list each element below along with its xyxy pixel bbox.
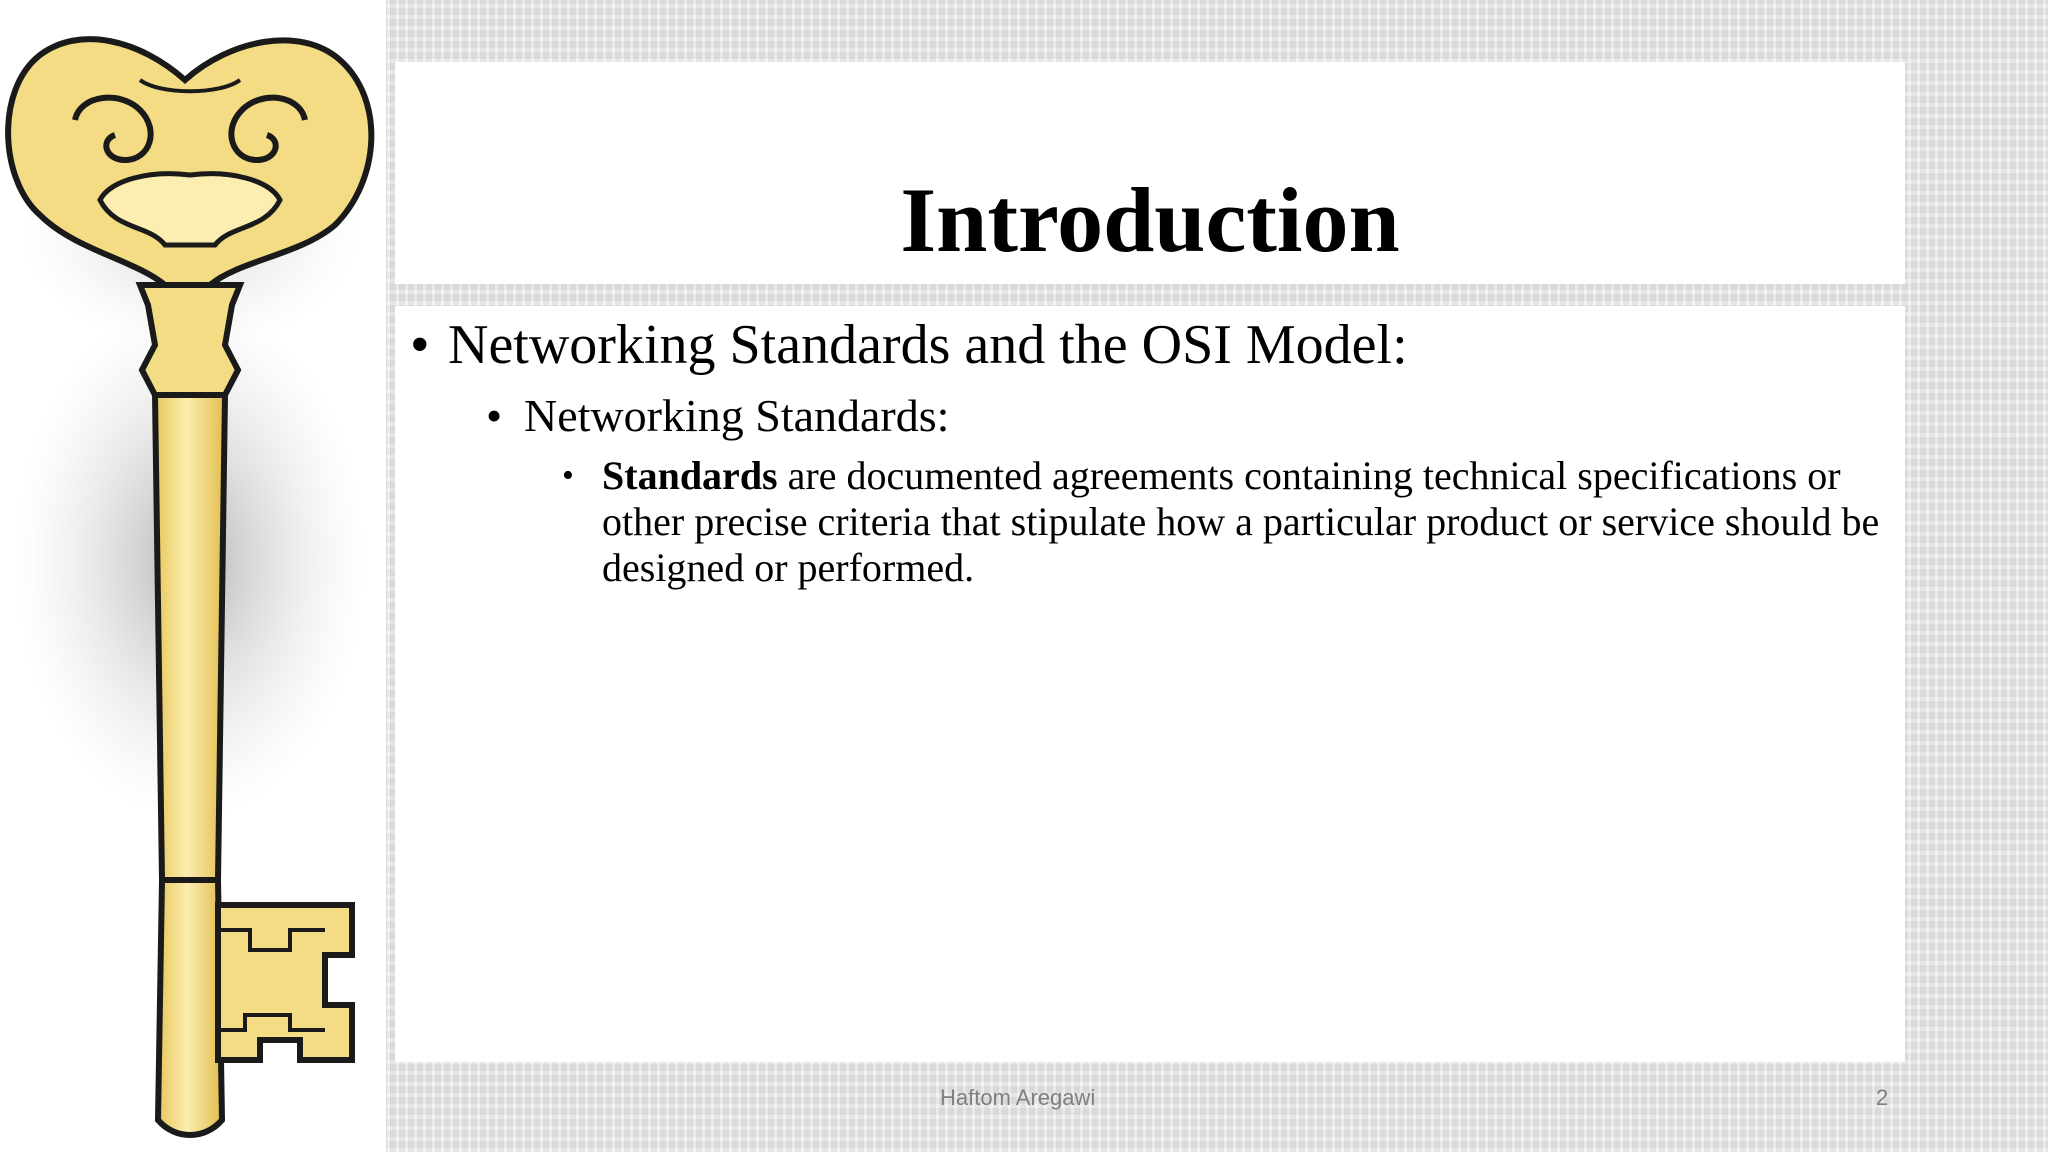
bullet-text: Networking Standards: [524,390,950,441]
bullet-dot: • [410,314,430,376]
bullet-text: Networking Standards and the OSI Model: [448,314,1408,376]
bullet-dot: • [486,390,503,441]
page-number: 2 [1876,1085,1889,1110]
title-placeholder [395,62,1905,284]
golden-key-icon [0,0,386,1152]
footer-author: Haftom Aregawi [940,1085,1096,1110]
definition-text: are documented agreements containing technical specifications or other precise criteria that stipulate how a particular product or service should be designed or performed. [602,453,1880,590]
key-illustration-panel [0,0,386,1152]
bullet-dot: • [562,457,574,494]
slide-title: Introduction [900,169,1400,271]
bullet-text [602,453,1892,591]
bold-term: Standards [602,453,778,498]
